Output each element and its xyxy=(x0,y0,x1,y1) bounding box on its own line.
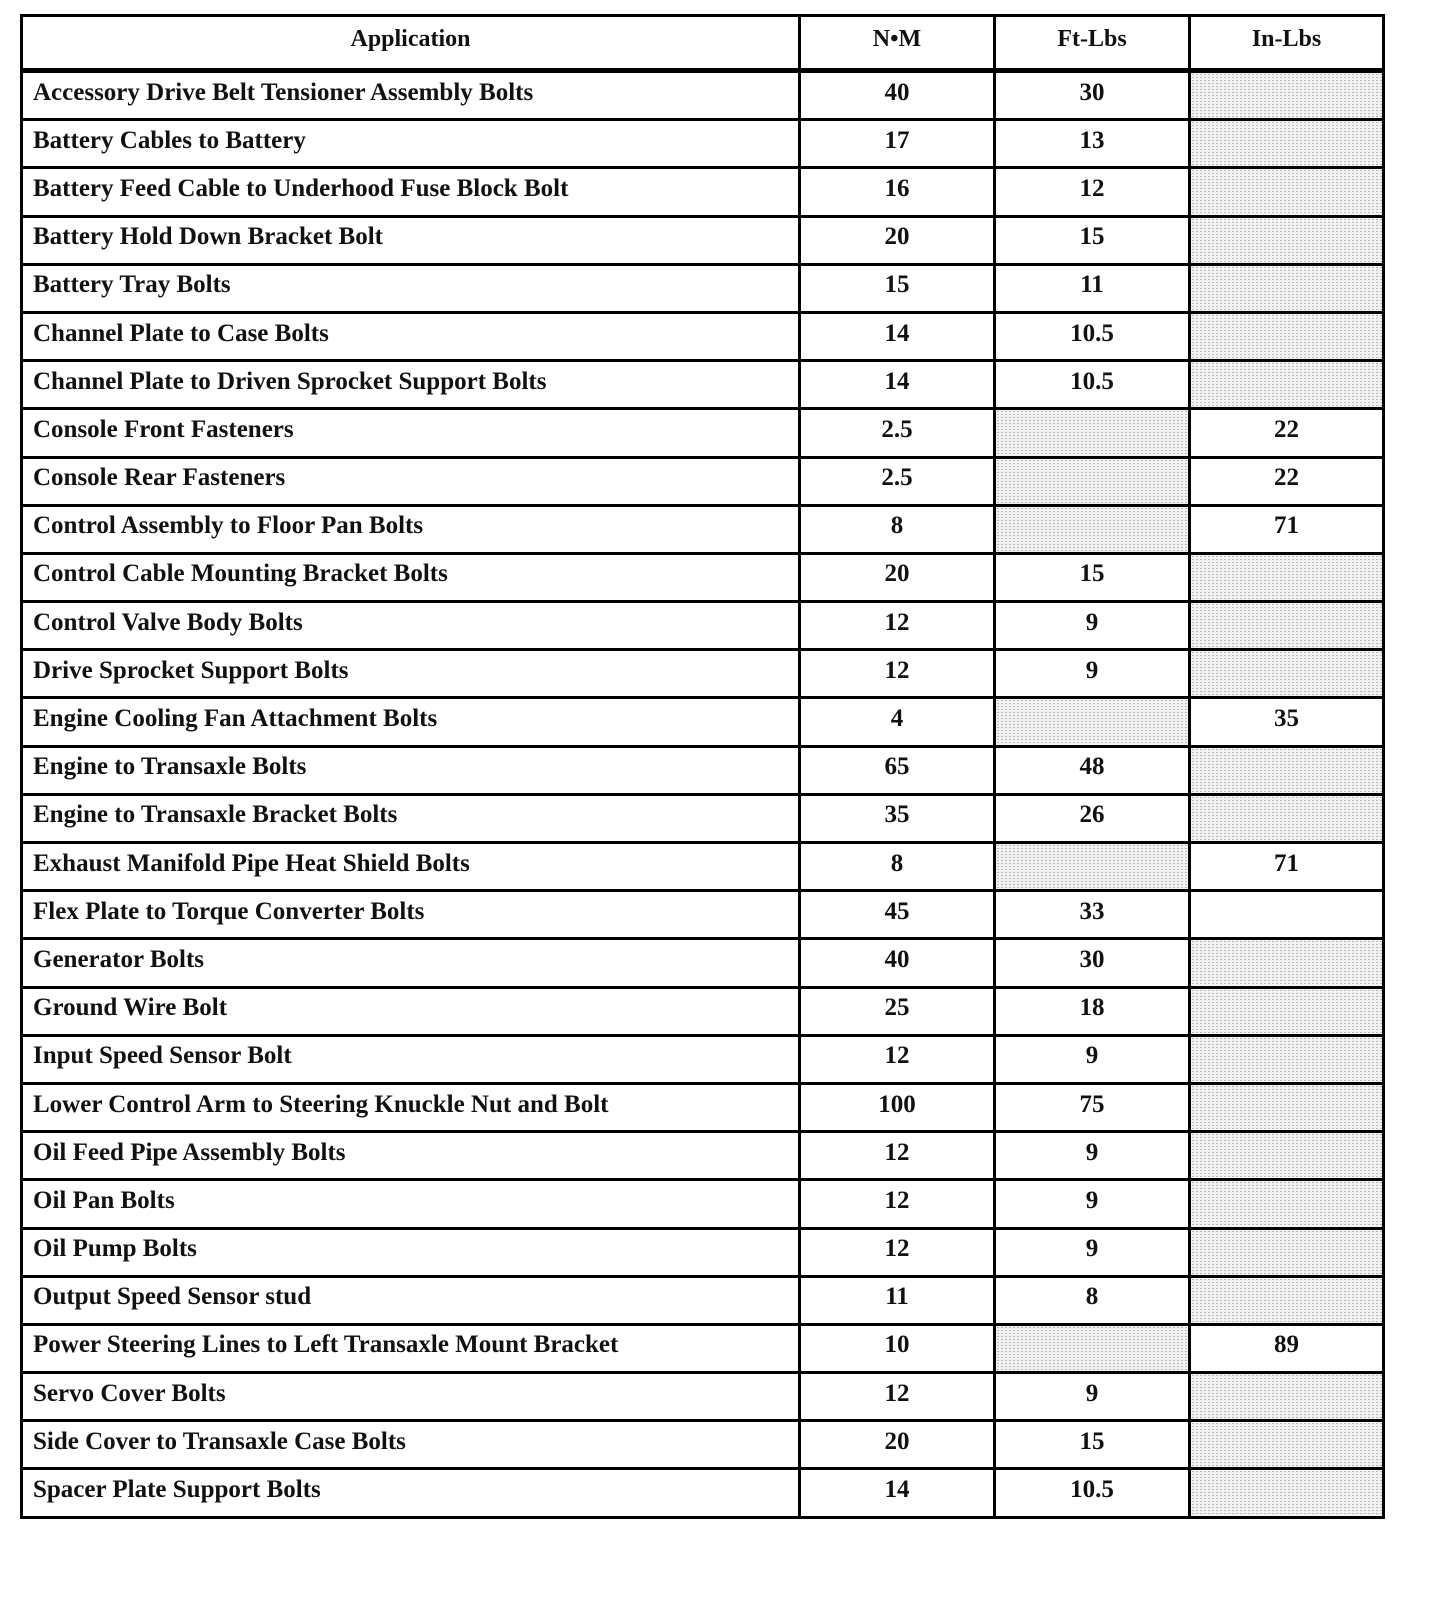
in-lbs-cell xyxy=(1188,121,1382,166)
header-in-lbs: In-Lbs xyxy=(1188,17,1382,68)
table-row xyxy=(23,407,1382,455)
table-row xyxy=(23,1178,1382,1226)
nm-cell: 14 xyxy=(798,362,993,407)
application-cell: Engine to Transaxle Bolts xyxy=(33,753,307,781)
nm-cell: 12 xyxy=(798,1230,993,1275)
application-cell: Input Speed Sensor Bolt xyxy=(33,1042,292,1070)
ft-lbs-cell: 9 xyxy=(993,1133,1188,1178)
in-lbs-cell: 22 xyxy=(1188,410,1382,455)
ft-lbs-cell xyxy=(993,1326,1188,1371)
ft-lbs-cell: 18 xyxy=(993,989,1188,1034)
nm-cell: 8 xyxy=(798,844,993,889)
table-row xyxy=(23,118,1382,166)
nm-cell: 10 xyxy=(798,1326,993,1371)
in-lbs-cell xyxy=(1188,603,1382,648)
nm-cell: 14 xyxy=(798,314,993,359)
ft-lbs-cell: 15 xyxy=(993,1422,1188,1467)
ft-lbs-cell: 9 xyxy=(993,1037,1188,1082)
nm-cell: 12 xyxy=(798,1133,993,1178)
in-lbs-cell xyxy=(1188,362,1382,407)
in-lbs-cell xyxy=(1188,555,1382,600)
application-cell: Control Assembly to Floor Pan Bolts xyxy=(33,512,424,540)
ft-lbs-cell: 30 xyxy=(993,73,1188,118)
nm-cell: 12 xyxy=(798,1037,993,1082)
application-cell: Servo Cover Bolts xyxy=(33,1379,226,1407)
application-cell: Exhaust Manifold Pipe Heat Shield Bolts xyxy=(33,849,470,877)
application-cell: Control Valve Body Bolts xyxy=(33,608,303,636)
nm-cell: 100 xyxy=(798,1085,993,1130)
ft-lbs-cell: 15 xyxy=(993,218,1188,263)
table-row xyxy=(23,1227,1382,1275)
ft-lbs-cell: 15 xyxy=(993,555,1188,600)
torque-spec-table xyxy=(20,14,1385,1519)
in-lbs-cell xyxy=(1188,1181,1382,1226)
ft-lbs-cell: 10.5 xyxy=(993,362,1188,407)
table-row xyxy=(23,1034,1382,1082)
application-cell: Ground Wire Bolt xyxy=(33,994,228,1022)
application-cell: Channel Plate to Driven Sprocket Support Bolts xyxy=(33,367,547,395)
in-lbs-cell: 71 xyxy=(1188,507,1382,552)
nm-cell: 45 xyxy=(798,892,993,937)
nm-cell: 4 xyxy=(798,699,993,744)
nm-cell: 12 xyxy=(798,1374,993,1419)
table-header-row xyxy=(23,17,1382,70)
table-row xyxy=(23,889,1382,937)
nm-cell: 2.5 xyxy=(798,459,993,504)
table-row xyxy=(23,166,1382,214)
ft-lbs-cell xyxy=(993,410,1188,455)
table-row xyxy=(23,986,1382,1034)
ft-lbs-cell: 13 xyxy=(993,121,1188,166)
ft-lbs-cell: 30 xyxy=(993,940,1188,985)
nm-cell: 65 xyxy=(798,748,993,793)
nm-cell: 8 xyxy=(798,507,993,552)
in-lbs-cell: 89 xyxy=(1188,1326,1382,1371)
ft-lbs-cell: 12 xyxy=(993,169,1188,214)
ft-lbs-cell: 9 xyxy=(993,1181,1188,1226)
in-lbs-cell xyxy=(1188,1133,1382,1178)
nm-cell: 12 xyxy=(798,603,993,648)
ft-lbs-cell: 75 xyxy=(993,1085,1188,1130)
in-lbs-cell xyxy=(1188,1085,1382,1130)
nm-cell: 2.5 xyxy=(798,410,993,455)
nm-cell: 40 xyxy=(798,940,993,985)
application-cell: Battery Feed Cable to Underhood Fuse Block Bolt xyxy=(33,174,569,202)
table-row xyxy=(23,456,1382,504)
ft-lbs-cell xyxy=(993,699,1188,744)
table-row xyxy=(23,600,1382,648)
application-cell: Control Cable Mounting Bracket Bolts xyxy=(33,560,448,588)
ft-lbs-cell: 33 xyxy=(993,892,1188,937)
in-lbs-cell xyxy=(1188,1278,1382,1323)
ft-lbs-cell: 9 xyxy=(993,651,1188,696)
header-ft-lbs: Ft-Lbs xyxy=(993,17,1188,68)
in-lbs-cell: 71 xyxy=(1188,844,1382,889)
table-row xyxy=(23,793,1382,841)
in-lbs-cell xyxy=(1188,314,1382,359)
application-cell: Side Cover to Transaxle Case Bolts xyxy=(33,1427,406,1455)
application-cell: Channel Plate to Case Bolts xyxy=(33,319,329,347)
table-row xyxy=(23,937,1382,985)
table-row xyxy=(23,1371,1382,1419)
ft-lbs-cell: 11 xyxy=(993,266,1188,311)
in-lbs-cell xyxy=(1188,169,1382,214)
nm-cell: 17 xyxy=(798,121,993,166)
in-lbs-cell: 22 xyxy=(1188,459,1382,504)
ft-lbs-cell xyxy=(993,844,1188,889)
nm-cell: 16 xyxy=(798,169,993,214)
table-row xyxy=(23,1082,1382,1130)
application-cell: Console Rear Fasteners xyxy=(33,464,286,492)
nm-cell: 11 xyxy=(798,1278,993,1323)
nm-cell: 14 xyxy=(798,1470,993,1515)
table-row xyxy=(23,1323,1382,1371)
in-lbs-cell xyxy=(1188,748,1382,793)
nm-cell: 35 xyxy=(798,796,993,841)
nm-cell: 12 xyxy=(798,1181,993,1226)
ft-lbs-cell: 10.5 xyxy=(993,1470,1188,1515)
table-row xyxy=(23,263,1382,311)
table-row xyxy=(23,648,1382,696)
ft-lbs-cell: 26 xyxy=(993,796,1188,841)
in-lbs-cell: 35 xyxy=(1188,699,1382,744)
table-row xyxy=(23,745,1382,793)
table-row xyxy=(23,1130,1382,1178)
header-application: Application xyxy=(350,26,471,52)
nm-cell: 20 xyxy=(798,555,993,600)
table-row xyxy=(23,841,1382,889)
nm-cell: 20 xyxy=(798,218,993,263)
header-nm: N•M xyxy=(798,17,993,68)
ft-lbs-cell xyxy=(993,459,1188,504)
application-cell: Battery Hold Down Bracket Bolt xyxy=(33,223,383,251)
application-cell: Drive Sprocket Support Bolts xyxy=(33,656,349,684)
application-cell: Accessory Drive Belt Tensioner Assembly Bolts xyxy=(33,78,534,106)
table-row xyxy=(23,1419,1382,1467)
ft-lbs-cell: 9 xyxy=(993,1230,1188,1275)
application-cell: Oil Pan Bolts xyxy=(33,1186,175,1214)
table-row xyxy=(23,215,1382,263)
ft-lbs-cell: 9 xyxy=(993,603,1188,648)
application-cell: Oil Pump Bolts xyxy=(33,1235,197,1263)
application-cell: Generator Bolts xyxy=(33,945,205,973)
nm-cell: 40 xyxy=(798,73,993,118)
table-row xyxy=(23,70,1382,118)
application-cell: Lower Control Arm to Steering Knuckle Nut and Bolt xyxy=(33,1090,609,1118)
in-lbs-cell xyxy=(1188,1230,1382,1275)
application-cell: Battery Cables to Battery xyxy=(33,126,306,154)
application-cell: Console Front Fasteners xyxy=(33,415,294,443)
ft-lbs-cell: 9 xyxy=(993,1374,1188,1419)
in-lbs-cell xyxy=(1188,1470,1382,1515)
table-row xyxy=(23,1275,1382,1323)
application-cell: Oil Feed Pipe Assembly Bolts xyxy=(33,1138,346,1166)
ft-lbs-cell xyxy=(993,507,1188,552)
nm-cell: 20 xyxy=(798,1422,993,1467)
application-cell: Output Speed Sensor stud xyxy=(33,1283,312,1311)
nm-cell: 25 xyxy=(798,989,993,1034)
application-cell: Engine Cooling Fan Attachment Bolts xyxy=(33,705,438,733)
in-lbs-cell xyxy=(1188,796,1382,841)
nm-cell: 15 xyxy=(798,266,993,311)
table-row xyxy=(23,696,1382,744)
table-row xyxy=(23,552,1382,600)
in-lbs-cell xyxy=(1188,266,1382,311)
nm-cell: 12 xyxy=(798,651,993,696)
in-lbs-cell xyxy=(1188,218,1382,263)
in-lbs-cell xyxy=(1188,73,1382,118)
in-lbs-cell xyxy=(1188,940,1382,985)
table-row xyxy=(23,1467,1382,1515)
table-row xyxy=(23,504,1382,552)
in-lbs-cell xyxy=(1188,651,1382,696)
application-cell: Battery Tray Bolts xyxy=(33,271,231,299)
application-cell: Spacer Plate Support Bolts xyxy=(33,1476,321,1504)
in-lbs-cell xyxy=(1188,892,1382,937)
application-cell: Engine to Transaxle Bracket Bolts xyxy=(33,801,398,829)
in-lbs-cell xyxy=(1188,1037,1382,1082)
in-lbs-cell xyxy=(1188,1422,1382,1467)
application-cell: Power Steering Lines to Left Transaxle Mount Bracket xyxy=(33,1331,619,1359)
table-row xyxy=(23,359,1382,407)
in-lbs-cell xyxy=(1188,1374,1382,1419)
ft-lbs-cell: 48 xyxy=(993,748,1188,793)
ft-lbs-cell: 8 xyxy=(993,1278,1188,1323)
application-cell: Flex Plate to Torque Converter Bolts xyxy=(33,897,425,925)
table-row xyxy=(23,311,1382,359)
ft-lbs-cell: 10.5 xyxy=(993,314,1188,359)
in-lbs-cell xyxy=(1188,989,1382,1034)
